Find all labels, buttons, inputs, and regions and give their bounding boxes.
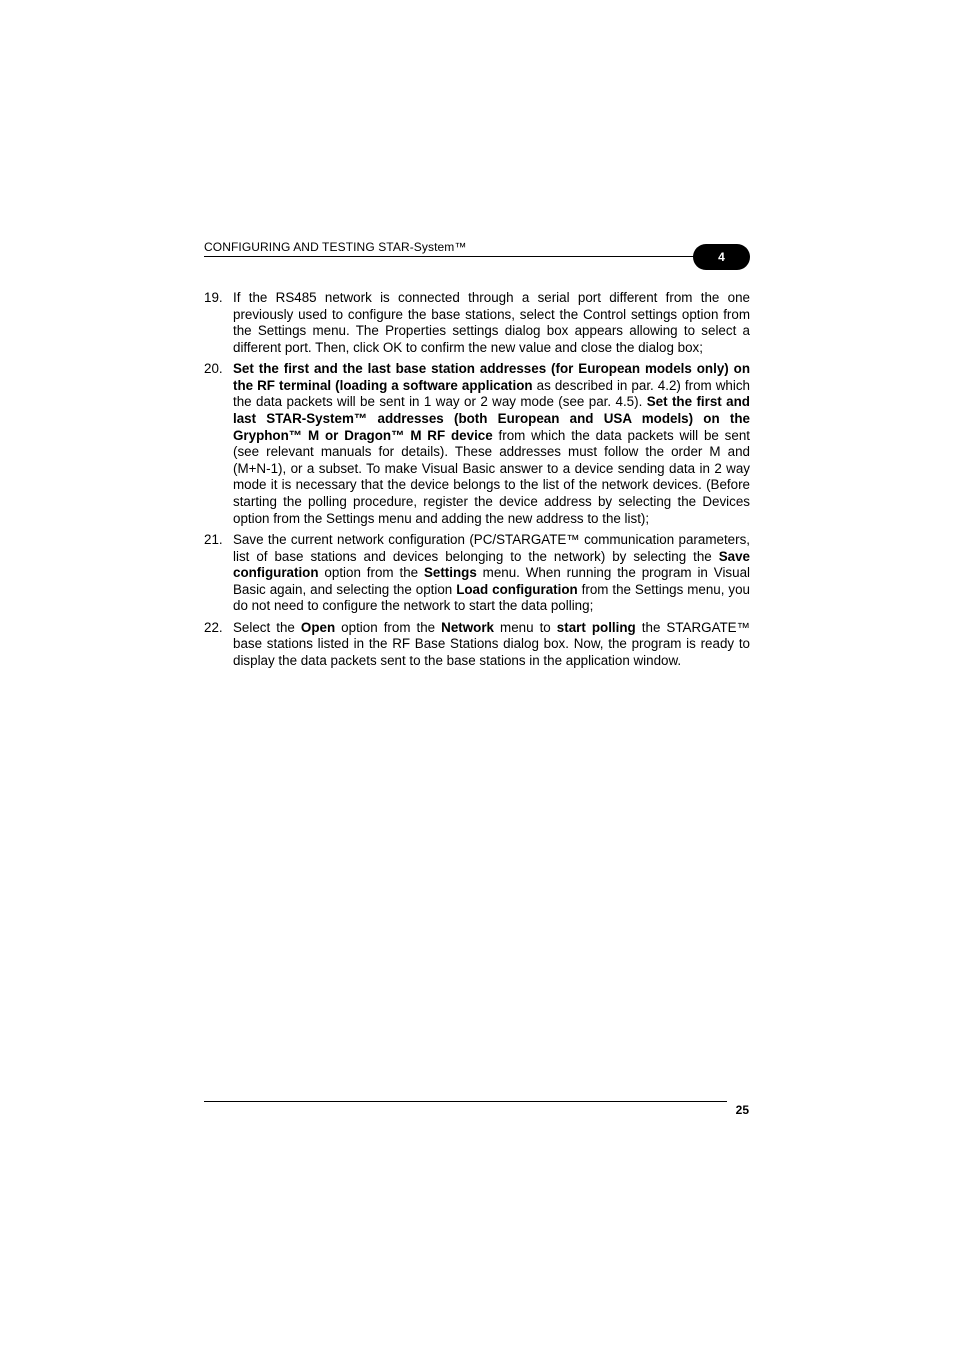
list-item — [204, 532, 750, 615]
step-text-bold: Set the first and last STAR-System™ addresses (both European and USA models) on the Gryphon™ M or Dragon™ M RF device — [233, 394, 750, 443]
step-text-run: from which the data packets will be sent (see relevant manuals for details). These addresses must follow the order M and (M+N-1), or a subset. To make Visual Basic answer to a device sending data in 2 way mode it is necessary that the device belongs to the list of the network devices. (Before starting the polling procedure, register the device address by selecting the Devices option from the Settings menu and adding the new address to the list); — [233, 427, 750, 526]
header-title: CONFIGURING AND TESTING STAR-System™ — [204, 240, 467, 254]
page-header — [204, 238, 750, 270]
step-text-run: option from the — [318, 565, 424, 581]
step-number: 20. — [204, 361, 223, 377]
step-text — [233, 620, 750, 670]
step-text-bold: Network — [441, 619, 495, 635]
list-item — [204, 620, 750, 670]
list-item — [204, 361, 750, 527]
step-text-bold: Open — [300, 619, 336, 635]
step-number: 21. — [204, 531, 223, 547]
step-text-bold: Save configuration — [233, 548, 750, 581]
step-text-bold: Load configuration — [456, 581, 578, 597]
footer-rule — [204, 1101, 727, 1102]
step-text-bold: Settings — [423, 565, 477, 581]
step-text-run: Select the — [233, 619, 301, 635]
page-number: 25 — [735, 1103, 749, 1117]
step-text-bold: Set the first and the last base station addresses (for European models only) on the RF terminal (loading a software application — [233, 361, 750, 393]
step-text-run: Save the current network configuration (PC/STARGATE™ communication parameters, list of base stations and devices belonging to the network) by selecting the — [233, 531, 750, 564]
step-text-run: If the RS485 network is connected through a serial port different from the one previously used to configure the base stations, select the Control settings option from the Settings menu. The Properties settings dialog box appears allowing to select a different port. Then, click OK to confirm the new value and close the dialog box; — [233, 290, 750, 355]
step-text — [233, 532, 750, 615]
chapter-tab: 4 — [693, 244, 750, 270]
step-text-run: the STARGATE™ base stations listed in the RF Base Stations dialog box. Now, the program is ready to display the data packets sent to the base stations in the application window. — [233, 619, 751, 668]
procedure-list — [204, 290, 750, 674]
step-text-run: menu to — [494, 619, 557, 635]
step-number: 22. — [204, 619, 223, 635]
step-text-run: menu. When running the program in Visual Basic again, and selecting the option — [233, 565, 750, 597]
list-item — [204, 290, 750, 356]
step-text-bold: start polling — [556, 619, 636, 635]
step-text — [233, 290, 750, 356]
step-number: 19. — [204, 290, 223, 305]
step-text-run: as described in par. 4.2) from which the data packets will be sent in 1 way or 2 way mode (see par. 4.5). — [233, 377, 751, 410]
step-text-run: from the Settings menu, you do not need to configure the network to start the data polling; — [233, 581, 751, 614]
step-text-run: option from the — [335, 619, 442, 635]
step-text — [233, 361, 750, 527]
header-rule — [204, 256, 704, 257]
